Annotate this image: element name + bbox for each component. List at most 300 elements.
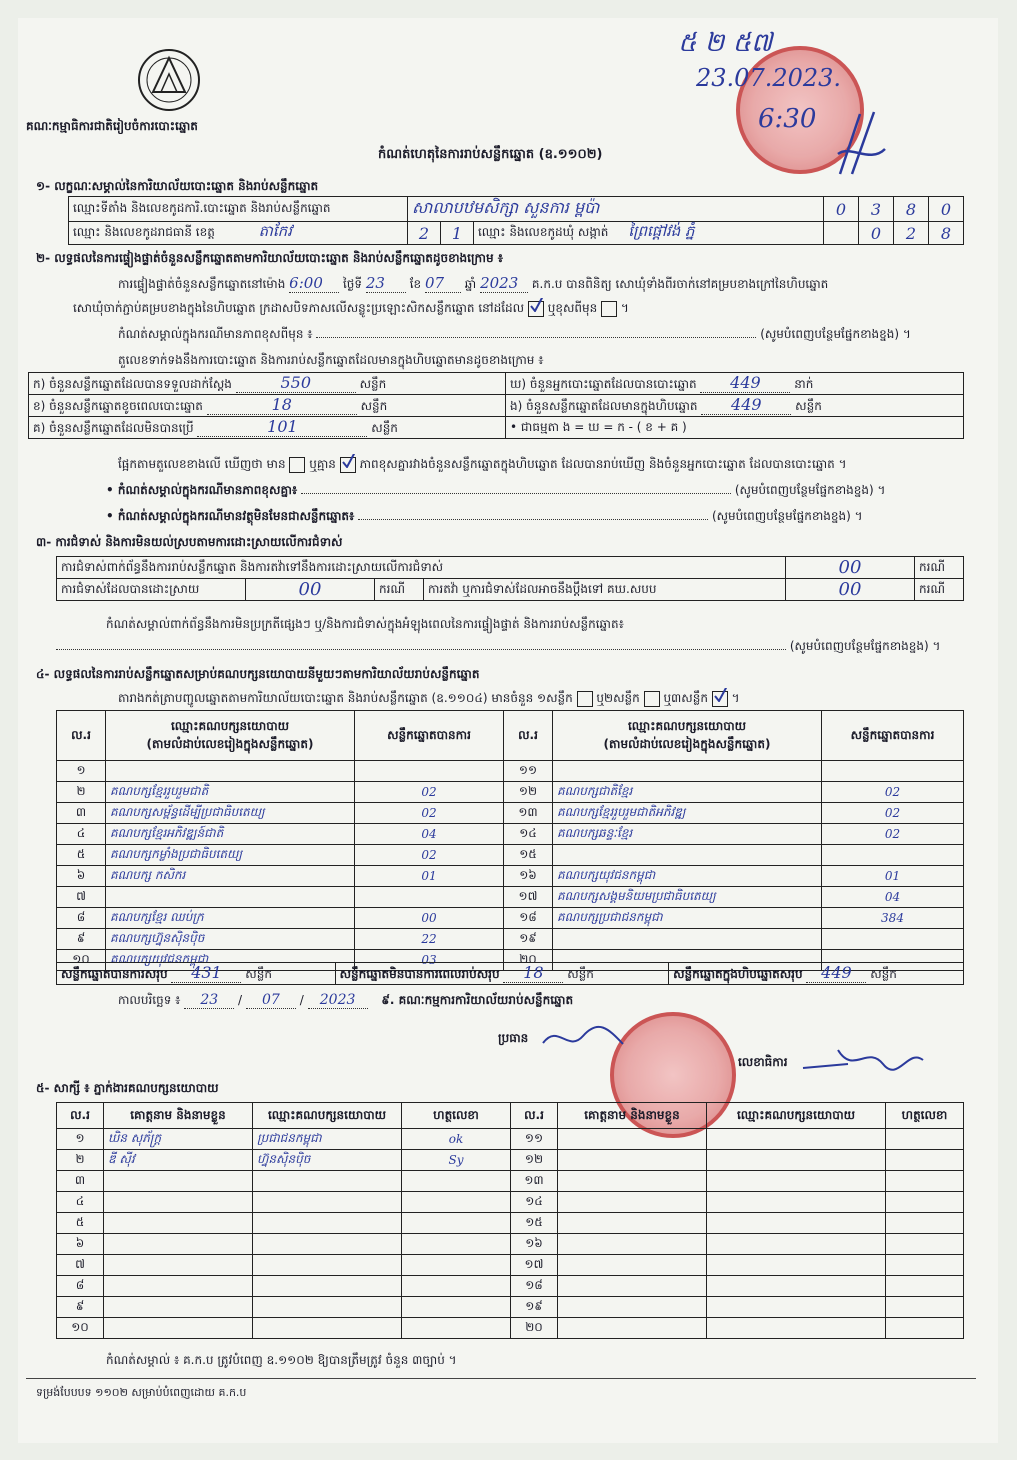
- witness-name-left: [104, 1213, 253, 1234]
- votes-right: [822, 845, 964, 866]
- witness-no-right: ១៨: [511, 1276, 558, 1297]
- object-fill-note: (សូមបំពេញបន្ថែមផ្នែកខាងខ្នង) ។: [711, 509, 863, 523]
- witness-name-right: [558, 1192, 707, 1213]
- row-no-left: ៧: [57, 887, 106, 908]
- witness-sign-left: [402, 1276, 511, 1297]
- section1-table: [68, 196, 964, 245]
- party-name-right: គណបក្សប្រជាជនកម្ពុជា: [553, 908, 822, 929]
- votes-right: 02: [822, 803, 964, 824]
- province-label: [69, 222, 408, 245]
- witness-row: [57, 1171, 964, 1192]
- figure-a-label: ក) ចំនួនសន្លឹកឆ្នោតដែលបានទទួលដាក់ស្តែង: [33, 377, 232, 391]
- final-note: កំណត់សម្គាល់ ៖ គ.ក.ប ត្រូវបំពេញ ឧ.១១០២ ឱ្យបានត្រឹមត្រូវ ចំនួន ៣ច្បាប់ ។: [106, 1353, 457, 1367]
- witness-party-right: [707, 1171, 886, 1192]
- objection-note: កំណត់សម្គាល់ពាក់ព័ន្ធនឹងការមិនប្រក្រតីផ្សេងៗ ឬ/និងការជំទាស់ក្នុងអំឡុងពេលនៃការផ្ទៀងផ្ទាត់ និងការរាប់សន្លឹកឆ្នោត៖: [106, 617, 624, 631]
- witness-sign-right: [886, 1129, 964, 1150]
- votes-row: [57, 866, 964, 887]
- party-name-right: គណបក្សខ្មែររួបរួមជាតិអភិវឌ្ឍ: [553, 803, 822, 824]
- votes-table: [56, 710, 964, 971]
- witness-party-right: [707, 1234, 886, 1255]
- party-name-right: គណបក្សយុវជនកម្ពុជា: [553, 866, 822, 887]
- party-name-left: គណបក្សកម្លាំងប្រជាធិបតេយ្យ: [106, 845, 355, 866]
- no-discrepancy-checkbox[interactable]: [340, 457, 356, 473]
- col-party-right: [553, 711, 822, 761]
- witness-name-right: [558, 1255, 707, 1276]
- votes-row: [57, 929, 964, 950]
- chair-signature: [538, 1018, 628, 1058]
- province-label-text: ឈ្មោះ និងលេខកូដរាជធានី ខេត្ត: [73, 225, 215, 239]
- invalid-total-label: សន្លឹកឆ្នោតមិនបានការពេលរាប់សរុប: [339, 967, 500, 981]
- party-name-right: [553, 929, 822, 950]
- row-no-left: ៤: [57, 824, 106, 845]
- verify-day-label: ថ្ងៃទី: [343, 277, 363, 291]
- witness-no-left: ២: [57, 1150, 104, 1171]
- objection-resolved-label: ការជំទាស់ដែលបានដោះស្រាយ: [57, 579, 246, 601]
- col-party-right-title: ឈ្មោះគណបក្សនយោបាយ: [627, 718, 747, 733]
- figure-e-value: 449: [701, 395, 791, 415]
- witness-party-left: [253, 1318, 402, 1339]
- verify-text: គ.ក.ប បានពិនិត្យ សោឃុំទាំងពីរចាក់នៅគម្របខាងក្រៅនៃហិបឆ្នោត: [531, 277, 829, 291]
- witness-row: [57, 1234, 964, 1255]
- objection-appeal-unit: ករណី: [915, 579, 964, 601]
- box-total-unit: សន្លឹក: [870, 967, 897, 981]
- witness-party-right: [707, 1318, 886, 1339]
- party-name-left: គណបក្សយុវជនកម្ពុជា: [106, 950, 355, 971]
- votes-row: [57, 845, 964, 866]
- witness-sign-left: [402, 1297, 511, 1318]
- witness-row: [57, 1255, 964, 1276]
- witness-name-left: ឃិន សុភ័ក្ត្រ: [104, 1129, 253, 1150]
- party-name-left: គណបក្ស កសិករ: [106, 866, 355, 887]
- location-label: ឈ្មោះទីតាំង និងលេខកូដការិ.បោះឆ្នោត និងរាប់សន្លឹកឆ្នោត: [69, 197, 408, 222]
- witness-party-right: [707, 1276, 886, 1297]
- discrepancy-has-label: ផ្អែកតាមតួលេខខាងលើ ឃើញថា មាន: [118, 457, 286, 471]
- col-no-left: ល.រ: [57, 711, 106, 761]
- row-no-right: ១៦: [504, 866, 553, 887]
- seal-status-line: សោឃុំចាក់ភ្ជាប់គម្របខាងក្នុងនៃហិបឆ្នោត ក្រដាសបិទភាសលើសន្លូះប្រឡោះសិកសន្លឹកឆ្នោត នៅដដែល ឬខុសពីមុន ។: [73, 300, 629, 318]
- tally-sheet-line: តារាងកត់ត្រាបញ្ជូលឆ្នោតតាមការិយាល័យបោះឆ្នោត និងរាប់សន្លឹកឆ្នោត (ឧ.១១០៤) មានចំនួន ១សន្លឹក ឬ២សន្លឹក ឬ៣សន្លឹក ។: [118, 690, 740, 708]
- discrepancy-line: [118, 456, 978, 474]
- row-no-left: ៦: [57, 866, 106, 887]
- date-day: 23: [184, 992, 234, 1009]
- invalid-total-unit: សន្លឹក: [567, 967, 594, 981]
- witness-col-no-right: ល.រ: [511, 1103, 558, 1129]
- verify-year-label: ឆ្នាំ: [464, 277, 477, 291]
- witness-name-left: [104, 1171, 253, 1192]
- location-value: សាលាបឋមសិក្សា សួនការ ម្ពប៉ា: [408, 197, 824, 222]
- commune-value: ព្រៃផ្តៅវង់ ភ្នំ: [628, 222, 695, 240]
- diff-note-line: [106, 482, 976, 500]
- witness-col-sign-left: ហត្ថលេខា: [402, 1103, 511, 1129]
- section2-heading: ២- លទ្ធផលនៃការផ្ទៀងផ្ទាត់ចំនួនសន្លឹកឆ្នោតតាមការិយាល័យបោះឆ្នោត និងរាប់សន្លឹកឆ្នោតដូចខាងក្រោម ៖: [36, 251, 504, 265]
- votes-right: [822, 761, 964, 782]
- witness-sign-left: [402, 1255, 511, 1276]
- two-sheet-label: ឬ២សន្លឹក: [596, 691, 640, 705]
- row-no-right: ២០: [504, 950, 553, 971]
- witness-row: [57, 1297, 964, 1318]
- row-no-right: ១៣: [504, 803, 553, 824]
- secretary-signature: [798, 1040, 928, 1080]
- date-year: 2023: [308, 992, 368, 1009]
- witness-sign-left: [402, 1192, 511, 1213]
- objection-note-fill: [56, 638, 976, 656]
- witness-party-left: [253, 1171, 402, 1192]
- two-sheet-checkbox[interactable]: [644, 691, 660, 707]
- witness-no-left: ៨: [57, 1276, 104, 1297]
- votes-row: [57, 803, 964, 824]
- witness-party-right: [707, 1297, 886, 1318]
- figure-e-cell: [506, 395, 964, 417]
- witness-no-right: ២០: [511, 1318, 558, 1339]
- votes-right: 01: [822, 866, 964, 887]
- votes-right: 04: [822, 887, 964, 908]
- votes-row: [57, 908, 964, 929]
- figure-c-label: គ) ចំនួនសន្លឹកឆ្នោតដែលមិនបានប្រើ: [33, 421, 194, 435]
- col-votes-right: សន្លឹកឆ្នោតបានការ: [822, 711, 964, 761]
- witness-sign-right: [886, 1192, 964, 1213]
- witness-name-left: [104, 1276, 253, 1297]
- section4-heading: ៤- លទ្ធផលនៃការរាប់សន្លឹកឆ្នោតសម្រាប់គណបក្សនយោបាយនីមួយៗតាមការិយាល័យរាប់សន្លឹកឆ្នោត: [36, 667, 480, 681]
- commune-label: [474, 222, 824, 245]
- witness-row: [57, 1276, 964, 1297]
- location-code-2: 3: [859, 197, 894, 222]
- valid-total-cell: [57, 963, 336, 985]
- witness-col-name-right: គោត្តនាម និងនាមខ្លួន: [558, 1103, 707, 1129]
- votes-left: 02: [355, 782, 504, 803]
- location-code-3: 8: [894, 197, 929, 222]
- objection-total-unit: ករណី: [915, 557, 964, 579]
- col-party-right-sub: (តាមលំដាប់លេខរៀងក្នុងសន្លឹកឆ្នោត): [603, 736, 771, 751]
- witness-name-right: [558, 1276, 707, 1297]
- witness-sign-left: Sy: [402, 1150, 511, 1171]
- section1-heading: ១- លក្ខណៈសម្គាល់នៃការិយាល័យបោះឆ្នោត និងរាប់សន្លឹកឆ្នោត: [36, 179, 319, 193]
- committee-label: ៩. គណៈកម្មការការិយាល័យរាប់សន្លឹកឆ្នោត: [381, 993, 574, 1007]
- figure-b-unit: សន្លឹក: [360, 399, 388, 413]
- date-month: 07: [246, 992, 296, 1009]
- votes-left: 22: [355, 929, 504, 950]
- figure-c-cell: [29, 417, 506, 439]
- witness-sign-left: ok: [402, 1129, 511, 1150]
- witness-sign-left: [402, 1234, 511, 1255]
- different-checkbox[interactable]: [601, 301, 617, 317]
- witness-sign-left: [402, 1318, 511, 1339]
- col-party-left-sub: (តាមលំដាប់លេខរៀងក្នុងសន្លឹកឆ្នោត): [146, 736, 314, 751]
- invalid-total-cell: [335, 963, 668, 985]
- box-total-cell: [669, 963, 964, 985]
- witness-name-left: ឌី ស៊ីវ: [104, 1150, 253, 1171]
- box-total-value: 449: [806, 963, 866, 983]
- object-note-label: • កំណត់សម្គាល់ក្នុងករណីមានវត្ថុមិនមែនជាសន្លឹកឆ្នោត៖: [106, 509, 355, 523]
- box-total-label: សន្លឹកឆ្នោតក្នុងហិបឆ្នោតសរុប: [673, 967, 803, 981]
- party-name-right: [553, 845, 822, 866]
- votes-row: [57, 887, 964, 908]
- figure-d-cell: [506, 373, 964, 395]
- figure-b-value: 18: [207, 395, 357, 415]
- object-note-line: [106, 508, 976, 526]
- tally-intro: តារាងកត់ត្រាបញ្ជូលឆ្នោតតាមការិយាល័យបោះឆ្នោត និងរាប់សន្លឹកឆ្នោត (ឧ.១១០៤) មានចំនួន ១សន្លឹក: [118, 691, 573, 705]
- witness-party-left: [253, 1192, 402, 1213]
- figure-b-cell: [29, 395, 506, 417]
- witness-party-right: [707, 1150, 886, 1171]
- verification-line: [118, 274, 978, 294]
- votes-left: 01: [355, 866, 504, 887]
- witness-party-left: [253, 1234, 402, 1255]
- witness-party-left: ប្រជាជនកម្ពុជា: [253, 1129, 402, 1150]
- votes-right: [822, 929, 964, 950]
- witness-col-name-left: គោត្តនាម និងនាមខ្លួន: [104, 1103, 253, 1129]
- witness-name-left: [104, 1192, 253, 1213]
- verify-time: 6:00: [289, 274, 339, 293]
- witness-party-left: [253, 1213, 402, 1234]
- province-value: តាកែវ: [258, 222, 292, 240]
- row-no-left: ១: [57, 761, 106, 782]
- witness-party-right: [707, 1192, 886, 1213]
- witness-col-sign-right: ហត្ថលេខា: [886, 1103, 964, 1129]
- witness-name-right: [558, 1150, 707, 1171]
- row-no-right: ១៩: [504, 929, 553, 950]
- difference-note-label: កំណត់សម្គាល់ក្នុងករណីមានភាពខុសពីមុន ៖: [118, 327, 313, 341]
- row-no-right: ១៤: [504, 824, 553, 845]
- witness-no-right: ១២: [511, 1150, 558, 1171]
- votes-right: 02: [822, 824, 964, 845]
- figure-a-unit: សន្លឹក: [359, 377, 387, 391]
- different-label: ឬខុសពីមុន: [547, 301, 598, 315]
- same-checkbox[interactable]: [528, 301, 544, 317]
- votes-right: 02: [822, 782, 964, 803]
- witness-name-left: [104, 1297, 253, 1318]
- figure-c-unit: សន្លឹក: [371, 421, 398, 435]
- witness-row: [57, 1213, 964, 1234]
- diff-note-label: • កំណត់សម្គាល់ក្នុងករណីមានភាពខុសគ្នា៖: [106, 483, 298, 497]
- witness-party-right: [707, 1129, 886, 1150]
- witness-table: [56, 1102, 964, 1339]
- diff-fill-note: (សូមបំពេញបន្ថែមផ្នែកខាងខ្នង) ។: [734, 483, 886, 497]
- objection-appeal-label: ការតវ៉ា ឬការជំទាស់ដែលអាចនឹងប្តឹងទៅ គឃ.សបប: [424, 579, 786, 601]
- figure-e-unit: សន្លឹក: [795, 399, 822, 413]
- location-code-1: 0: [824, 197, 859, 222]
- date-label: កាលបរិច្ឆេទ: [118, 993, 172, 1007]
- party-name-left: គណបក្សហ្វ៊ុនស៊ិនប៉ិច: [106, 929, 355, 950]
- witness-sign-right: [886, 1171, 964, 1192]
- witness-no-right: ១៦: [511, 1234, 558, 1255]
- witness-party-right: [707, 1213, 886, 1234]
- votes-row: [57, 761, 964, 782]
- row-no-left: ៩: [57, 929, 106, 950]
- votes-left: 02: [355, 845, 504, 866]
- witness-col-party-right: ឈ្មោះគណបក្សនយោបាយ: [707, 1103, 886, 1129]
- one-sheet-checkbox[interactable]: [577, 691, 593, 707]
- annotation-time: 6:30: [758, 104, 817, 134]
- objection-resolved-unit: ករណី: [375, 579, 424, 601]
- votes-left: 02: [355, 803, 504, 824]
- witness-no-left: ៣: [57, 1171, 104, 1192]
- witness-party-left: [253, 1297, 402, 1318]
- witness-no-right: ១៤: [511, 1192, 558, 1213]
- figure-b-label: ខ) ចំនួនសន្លឹកឆ្នោតខូចពេលបោះឆ្នោត: [33, 399, 203, 413]
- witness-name-right: [558, 1297, 707, 1318]
- three-sheet-label: ឬ៣សន្លឹក: [663, 691, 708, 705]
- footer-divider: [26, 1378, 976, 1379]
- witness-party-right: [707, 1255, 886, 1276]
- col-votes-left: សន្លឹកឆ្នោតបានការ: [355, 711, 504, 761]
- seal-status-text: សោឃុំចាក់ភ្ជាប់គម្របខាងក្នុងនៃហិបឆ្នោត ក្រដាសបិទភាសលើសន្លូះប្រឡោះសិកសន្លឹកឆ្នោត នៅដដែល: [73, 301, 525, 315]
- objection-appeal-value: 00: [786, 579, 915, 601]
- witness-col-party-left: ឈ្មោះគណបក្សនយោបាយ: [253, 1103, 402, 1129]
- witness-row: [57, 1192, 964, 1213]
- verify-year: 2023: [480, 274, 528, 293]
- votes-right: 384: [822, 908, 964, 929]
- party-name-right: [553, 761, 822, 782]
- figure-a-value: 550: [236, 373, 356, 393]
- row-no-right: ១១: [504, 761, 553, 782]
- province-code-1: 2: [408, 222, 441, 245]
- witness-name-left: [104, 1255, 253, 1276]
- votes-left: 00: [355, 908, 504, 929]
- valid-total-unit: សន្លឹក: [245, 967, 272, 981]
- verify-month-label: ខែ: [409, 277, 422, 291]
- witness-name-right: [558, 1213, 707, 1234]
- verify-month: 07: [425, 274, 461, 293]
- section3-heading: ៣- ការជំទាស់ និងការមិនយល់ស្របតាមការដោះស្រាយលើការជំទាស់: [36, 535, 343, 549]
- objection-total-label: ការជំទាស់ពាក់ព័ន្ធនឹងការរាប់សន្លឹកឆ្នោត និងការតវ៉ាទៅនឹងការដោះស្រាយលើការជំទាស់: [57, 557, 786, 579]
- objection-resolved-value: 00: [246, 579, 375, 601]
- three-sheet-checkbox[interactable]: [712, 691, 728, 707]
- witness-row: [57, 1129, 964, 1150]
- signature-mark-top: [830, 104, 890, 184]
- witness-no-left: ១០: [57, 1318, 104, 1339]
- party-name-right: គណបក្សជាតិខ្មែរ: [553, 782, 822, 803]
- difference-note-line: [118, 326, 978, 344]
- objection-total-value: 00: [786, 557, 915, 579]
- has-discrepancy-checkbox[interactable]: [289, 457, 305, 473]
- discrepancy-none-label: ឬគ្មាន: [309, 457, 336, 471]
- verify-day: 23: [366, 274, 406, 293]
- party-name-left: គណបក្សសម្ព័ន្ធដើម្បីប្រជាធិបតេយ្យ: [106, 803, 355, 824]
- valid-total-value: 431: [171, 963, 241, 983]
- verify-time-label: ការផ្ទៀងផ្ទាត់ចំនួនសន្លឹកឆ្នោតនៅម៉ោង: [118, 277, 286, 291]
- party-name-left: គណបក្សខ្មែររួបរួមជាតិ: [106, 782, 355, 803]
- row-no-right: ១៨: [504, 908, 553, 929]
- witness-no-left: ៧: [57, 1255, 104, 1276]
- witness-no-left: ៩: [57, 1297, 104, 1318]
- row-no-left: ២: [57, 782, 106, 803]
- witness-sign-right: [886, 1276, 964, 1297]
- location-code-4: 0: [929, 197, 964, 222]
- objection-fill-note: (សូមបំពេញបន្ថែមផ្នែកខាងខ្នង) ។: [789, 639, 941, 653]
- witness-sign-left: [402, 1213, 511, 1234]
- party-name-left: [106, 761, 355, 782]
- nec-emblem-icon: [133, 46, 205, 116]
- invalid-total-value: 18: [503, 963, 563, 983]
- votes-left: [355, 761, 504, 782]
- witness-no-right: ១៧: [511, 1255, 558, 1276]
- party-name-left: គណបក្សខ្មែរ ឈប់ក្រ: [106, 908, 355, 929]
- witness-no-right: ១៩: [511, 1297, 558, 1318]
- row-no-right: ១៧: [504, 887, 553, 908]
- witness-col-no-left: ល.រ: [57, 1103, 104, 1129]
- annotation-code: ៥ ២ ៥៧: [678, 28, 773, 58]
- witness-sign-right: [886, 1255, 964, 1276]
- witness-sign-right: [886, 1234, 964, 1255]
- witness-row: [57, 1318, 964, 1339]
- document-page: [18, 18, 998, 1443]
- formula-cell: • ជាធម្មតា ង = ឃ = ក - ( ខ + គ ): [506, 417, 964, 439]
- row-no-right: ១៥: [504, 845, 553, 866]
- figure-e-label: ង) ចំនួនសន្លឹកឆ្នោតដែលមានក្នុងហិបឆ្នោត: [510, 399, 698, 413]
- chair-label: ប្រធាន: [498, 1031, 529, 1045]
- valid-total-label: សន្លឹកឆ្នោតបានការសរុប: [61, 967, 168, 981]
- witness-name-left: [104, 1234, 253, 1255]
- totals-table: [56, 962, 964, 985]
- figure-d-value: 449: [700, 373, 790, 393]
- witness-name-right: [558, 1318, 707, 1339]
- row-no-left: ៨: [57, 908, 106, 929]
- commune-label-text: ឈ្មោះ និងលេខកូដឃុំ សង្កាត់: [478, 225, 609, 239]
- witness-name-left: [104, 1318, 253, 1339]
- votes-left: [355, 887, 504, 908]
- col-party-left: [106, 711, 355, 761]
- party-name-left: គណបក្សខ្មែរអភិវឌ្ឍន៍ជាតិ: [106, 824, 355, 845]
- col-no-right: ល.រ: [504, 711, 553, 761]
- annotation-date: 23.07.2023.: [696, 64, 842, 92]
- witness-sign-right: [886, 1297, 964, 1318]
- objections-table: [56, 556, 964, 601]
- figure-a-cell: [29, 373, 506, 395]
- figures-table: [28, 372, 964, 439]
- difference-fill-note: (សូមបំពេញបន្ថែមផ្នែកខាងខ្នង) ។: [760, 327, 911, 341]
- figures-intro: តួលេខទាក់ទងនឹងការបោះឆ្នោត និងការរាប់សន្លឹកឆ្នោតដែលមានក្នុងហិបឆ្នោតមានដូចខាងក្រោម ៖: [118, 353, 544, 367]
- form-footer: ទម្រង់បែបបទ ១១០២ សម្រាប់បំពេញដោយ គ.ក.ប: [36, 1386, 247, 1399]
- witness-no-right: ១១: [511, 1129, 558, 1150]
- witness-sign-right: [886, 1318, 964, 1339]
- votes-left: 03: [355, 950, 504, 971]
- party-name-right: គណបក្សឆន្ទៈខ្មែរ: [553, 824, 822, 845]
- witness-sign-right: [886, 1150, 964, 1171]
- witness-no-right: ១៥: [511, 1213, 558, 1234]
- row-no-left: ១០: [57, 950, 106, 971]
- votes-row: [57, 824, 964, 845]
- org-name: គណៈកម្មាធិការជាតិរៀបចំការបោះឆ្នោត: [26, 119, 198, 133]
- figure-c-value: 101: [197, 417, 367, 437]
- witness-no-right: ១៣: [511, 1171, 558, 1192]
- row-no-left: ៣: [57, 803, 106, 824]
- province-code-2: 1: [441, 222, 474, 245]
- row-no-right: ១២: [504, 782, 553, 803]
- form-title: កំណត់ហេតុនៃការរាប់សន្លឹកឆ្នោត (ឧ.១១០២): [378, 147, 603, 162]
- party-name-right: គណបក្សសង្គមនិយមប្រជាធិបតេយ្យ: [553, 887, 822, 908]
- votes-row: [57, 782, 964, 803]
- secretary-label: លេខាធិការ: [738, 1055, 788, 1069]
- party-name-left: [106, 887, 355, 908]
- section5-heading: ៥- សាក្សី ៖ ភ្នាក់ងារគណបក្សនយោបាយ: [36, 1081, 219, 1095]
- witness-party-left: [253, 1255, 402, 1276]
- discrepancy-text: ភាពខុសគ្នារវាងចំនួនសន្លឹកឆ្នោតក្នុងហិបឆ្នោត ដែលបានរាប់ឃើញ និងចំនួនអ្នកបោះឆ្នោត ដែលបានបោះឆ្នោត ។: [359, 457, 847, 471]
- witness-name-right: [558, 1234, 707, 1255]
- formula-text: ជាធម្មតា ង = ឃ = ក - ( ខ + គ ): [520, 419, 687, 434]
- col-party-left-title: ឈ្មោះគណបក្សនយោបាយ: [170, 718, 290, 733]
- witness-no-left: ៦: [57, 1234, 104, 1255]
- witness-party-left: [253, 1276, 402, 1297]
- figure-d-unit: នាក់: [794, 377, 814, 391]
- commune-code-1: 0: [859, 222, 894, 245]
- row-no-left: ៥: [57, 845, 106, 866]
- votes-left: 04: [355, 824, 504, 845]
- witness-sign-left: [402, 1171, 511, 1192]
- date-line: កាលបរិច្ឆេទ ៖ 23 / 07 / 2023 ៩. គណៈកម្មការការិយាល័យរាប់សន្លឹកឆ្នោត: [118, 992, 574, 1008]
- witness-name-right: [558, 1129, 707, 1150]
- commune-code-3: 8: [929, 222, 964, 245]
- figure-d-label: ឃ) ចំនួនអ្នកបោះឆ្នោតដែលបានបោះឆ្នោត: [510, 377, 697, 391]
